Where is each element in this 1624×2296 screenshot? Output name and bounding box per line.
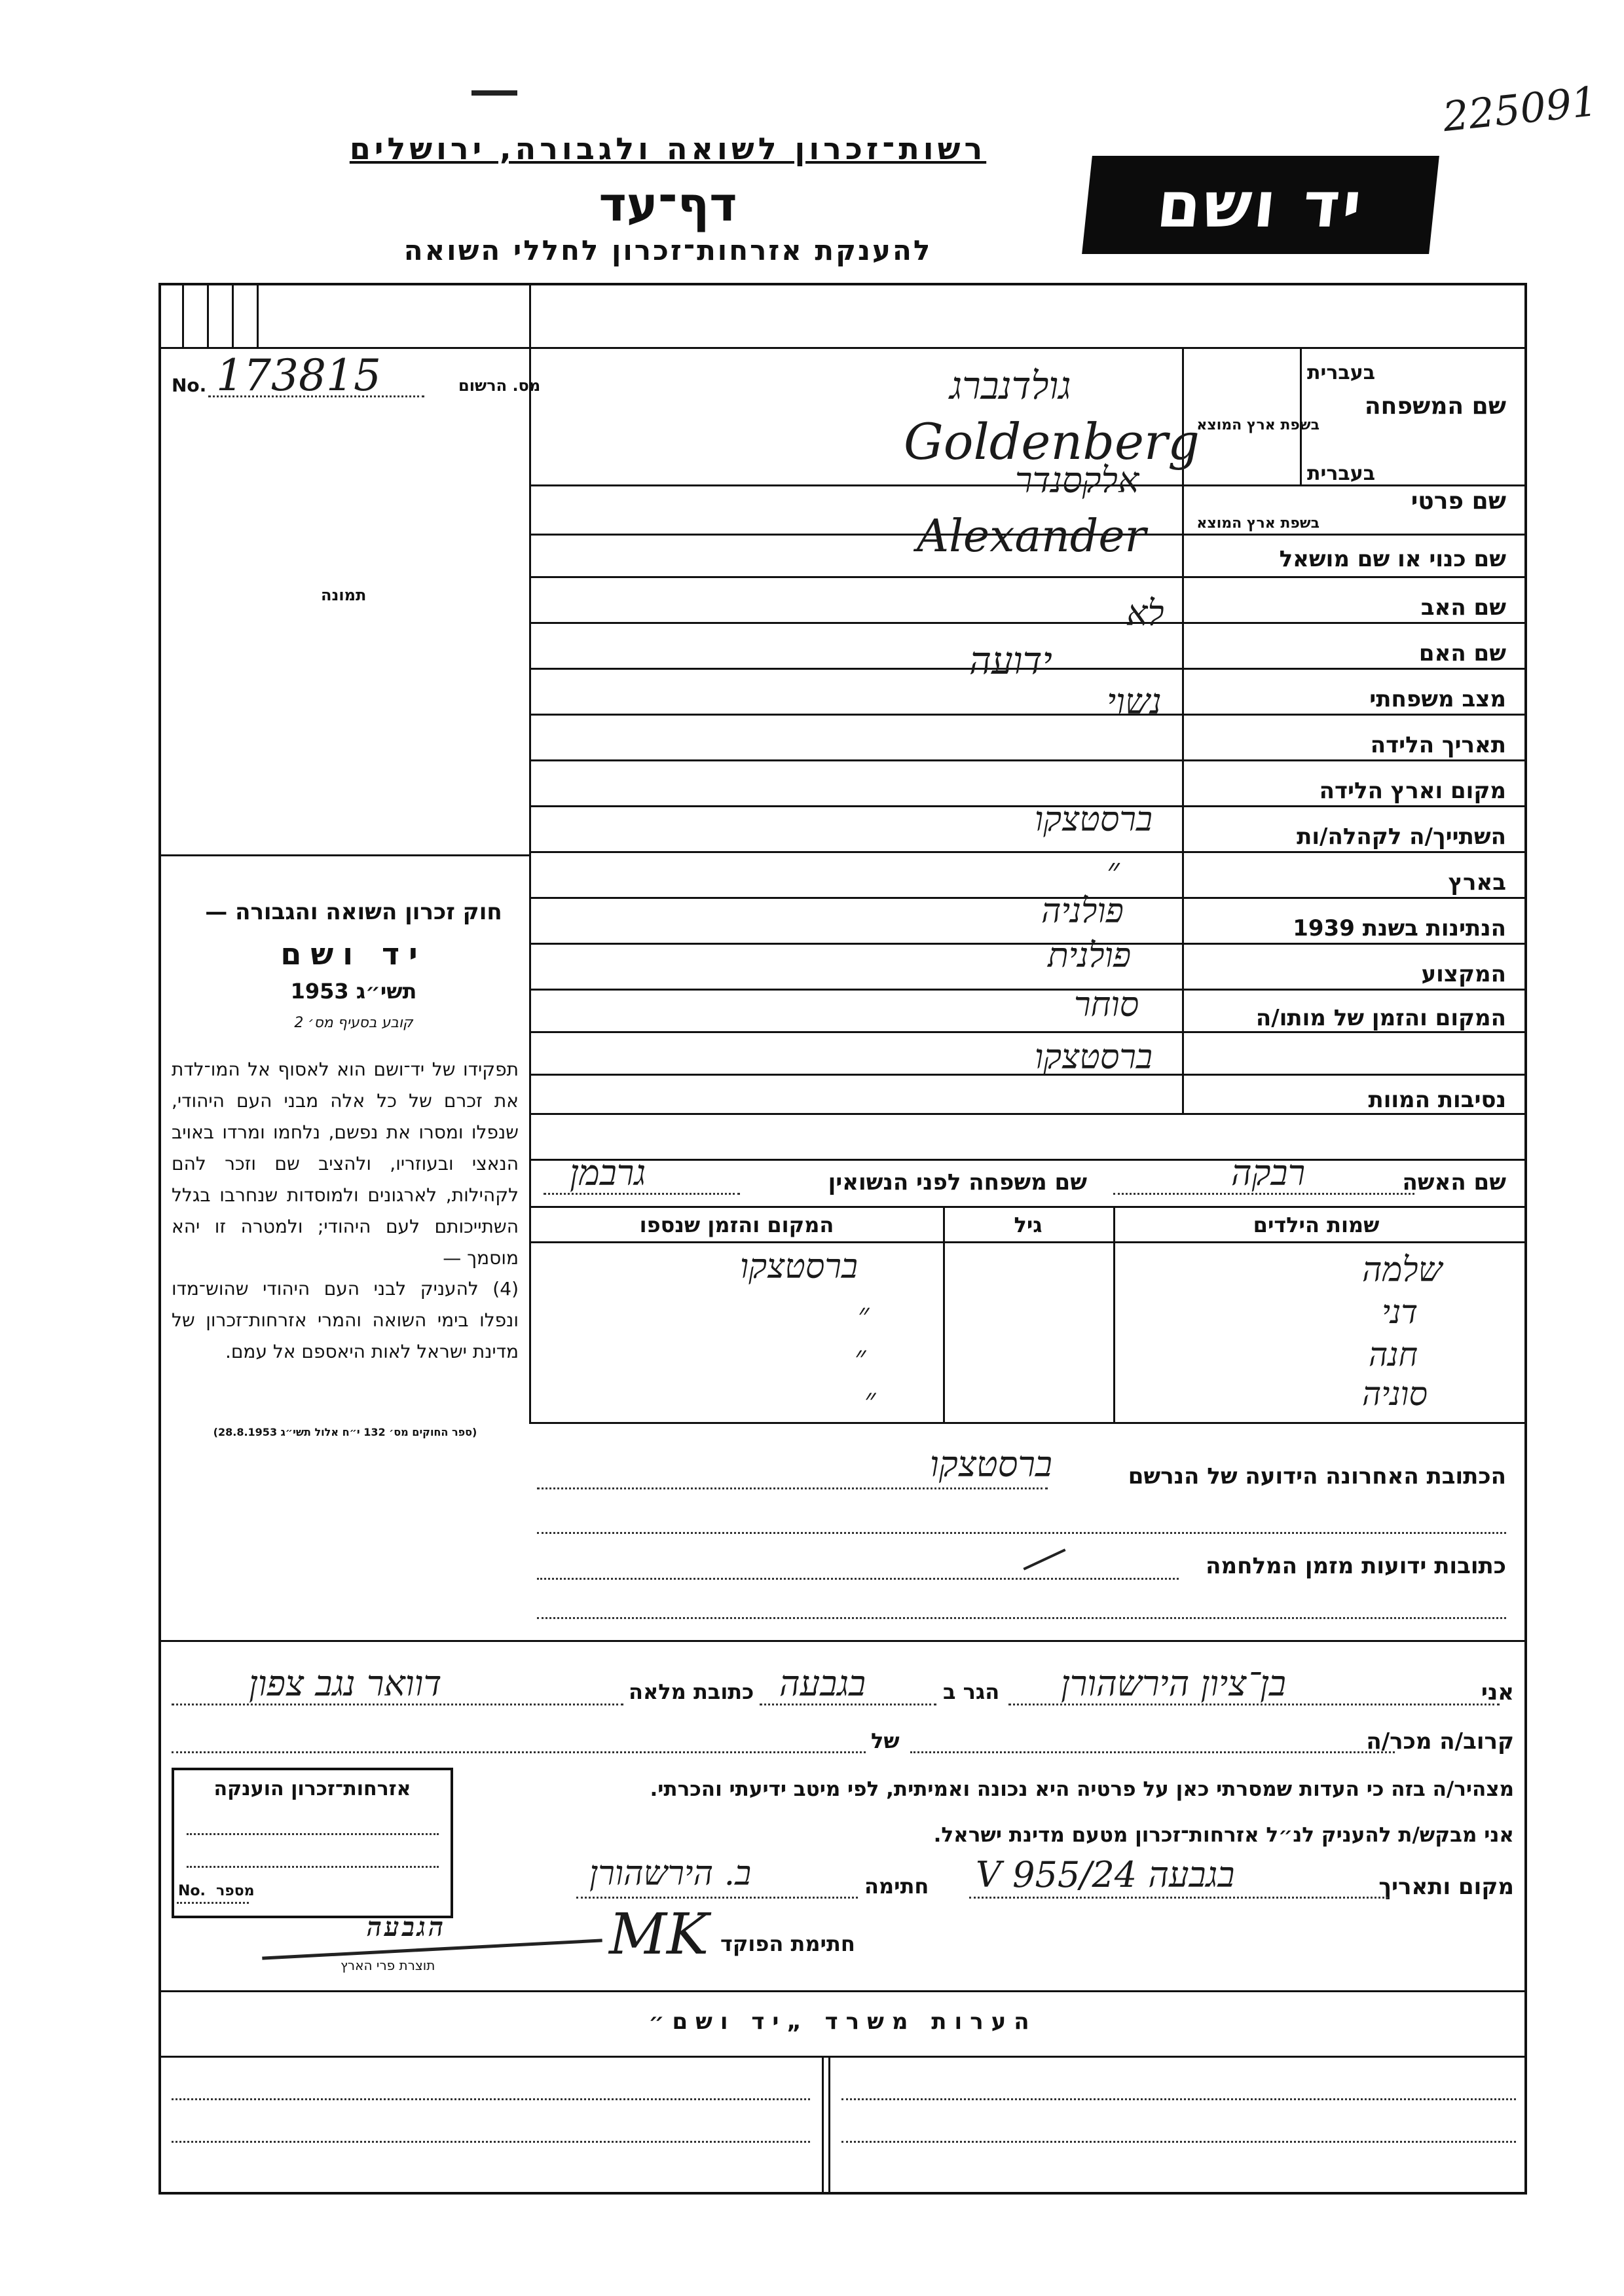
full-address-value: דוואר נגב צפון (249, 1663, 442, 1704)
wartime-address-label: כתובות ידועות מזמן המלחמה (1206, 1553, 1506, 1579)
children-place-header: המקום והזמן שנספו (639, 1212, 834, 1237)
residing-label: הגר ב (943, 1679, 1000, 1704)
death-cause-label: נסיבות המוות (1368, 1087, 1506, 1113)
law-paragraph-1: תפקידו של יד־ושם הוא לאסוף אל המו־לדת את זכרם של כל אלה מבני העם היהודי, שנפלו ומסרו את נפשם, נלחמו ומרדו באויב הנאצי ובעוזריו, ולהציב שם וזכר להם לקהילות, לארגונים ולמוסדות שנחרבו בגלל השתייכותם לעם היהודי; ולמטרה זו יהא מוסמך — (172, 1059, 519, 1269)
law-citation: (ספר החוקים מס׳ 132 י״ח אלול תשי״ג 28.8.1953) (213, 1426, 477, 1438)
profession-label: המקצוע (1421, 961, 1506, 987)
first-name-origin-sub: בשפת ארץ המוצא (1196, 515, 1320, 532)
authority-heading: רשות־זכרון לשואה ולגבורה, ירושלים (349, 131, 987, 166)
law-name: יד ושם (280, 936, 427, 972)
child-name: דני (1382, 1293, 1418, 1331)
last-address-value: ברסטצקו (930, 1444, 1052, 1485)
full-address-label: כתובת מלאה (629, 1679, 754, 1704)
first-name-label: שם פרטי (1411, 488, 1506, 515)
child-name: חנה (1369, 1336, 1418, 1374)
first-name-hebrew-value: אלקסנדר (1015, 460, 1139, 501)
marital-label: מצב משפחתי (1369, 686, 1506, 712)
law-year: תשי״ג 1953 (290, 979, 417, 1004)
law-heading: חוק זכרון השואה והגבורה — (205, 899, 502, 925)
marital-value: נשוי (1107, 681, 1162, 722)
declarant-name: בן־ציון הירשהורן (1061, 1663, 1286, 1704)
citizenship-value: פולנית (1048, 936, 1132, 975)
birthplace-value: ברסטצקו (1035, 800, 1153, 839)
stamp-text: הגבעה (367, 1912, 447, 1942)
death-place-value: ברסטצקו (1035, 1038, 1153, 1077)
family-name-hebrew-sub: בעברית (1307, 361, 1375, 384)
nickname-label: שם כנוי או שם מושאל (1279, 546, 1506, 572)
top-marks (471, 90, 517, 96)
declarant-signature: ב. הירשהורן (589, 1854, 752, 1893)
child-place: ״ (864, 1381, 876, 1417)
first-name-hebrew-sub: בעברית (1307, 462, 1375, 485)
country-label: בארץ (1448, 869, 1506, 896)
community-label: השתייך/ה לקהלה/ות (1297, 824, 1506, 850)
family-name-origin-value: Goldenberg (904, 412, 1200, 471)
grant-box-number-label: מספר (216, 1883, 255, 1899)
spouse-value: רבקה (1231, 1152, 1306, 1194)
form-subtitle: להענקת אזרחות־זכרון לחללי השואה (403, 234, 932, 266)
mother-label: שם האם (1418, 640, 1506, 666)
children-age-header: גיל (1014, 1212, 1043, 1237)
declaration-statement-2: אני מבקש/ת להעניק לנ״ל אזרחות־זכרון מטעם מדינת ישראל. (933, 1823, 1514, 1847)
father-label: שם האב (1420, 594, 1506, 621)
law-section: קובע בסעיף מס׳ 2 (294, 1015, 413, 1031)
profession-value: סוחר (1074, 985, 1139, 1025)
grant-box-no-label: No. (178, 1883, 206, 1899)
family-name-origin-sub: בשפת ארץ המוצא (1196, 417, 1320, 433)
child-place: ברסטצקו (740, 1247, 858, 1286)
first-name-origin-value: Alexander (917, 511, 1147, 562)
birthdate-label: תאריך הלידה (1370, 732, 1506, 758)
registration-number: 173815 (216, 350, 381, 401)
declaration-statement-1: מצהיר/ה בזה כי העדות שמסרתי כאן על פרטיה היא נכונה ואמיתית, לפי מיטב ידיעתי והכרתי. (650, 1777, 1514, 1801)
stamp-subtext: תוצרת פרי הארץ (341, 1958, 435, 1973)
mother-value: ידועה (969, 638, 1052, 683)
maiden-name-value: גרבמן (570, 1152, 646, 1194)
declarant-i-label: אני (1481, 1679, 1514, 1705)
father-value: לא (1126, 592, 1164, 634)
relation-of-label: של (871, 1728, 900, 1753)
citizenship-label: הנתינות בשנת 1939 (1293, 915, 1506, 941)
family-name-label: שם המשפחה (1364, 393, 1506, 420)
birthplace-label: מקום וארץ הלידה (1319, 778, 1506, 804)
maiden-name-label: שם משפחה לפני הנשואין (828, 1169, 1087, 1195)
relation-label: קרוב/ה מכר/ה (1366, 1728, 1514, 1755)
registration-label: מס. הרשום (458, 376, 541, 395)
law-paragraph-2: (4) להעניק לבני העם היהודי שהוש־מדו ונפלו בימי השואה והמרי אזרחות־זכרון של מדינת ישראל לאות היאספם אל עמם. (172, 1278, 519, 1362)
family-name-hebrew-value: גולדנברג (950, 363, 1071, 408)
registration-no-label: No. (172, 374, 207, 396)
child-name: סוניה (1362, 1375, 1428, 1413)
spouse-label: שם האשה (1402, 1169, 1506, 1195)
official-signature: MK (609, 1902, 709, 1967)
country-value: פולניה (1041, 892, 1124, 931)
child-name: שלמה (1362, 1250, 1443, 1290)
form-title: דף־עד (599, 177, 737, 232)
logo-text: יד ושם (1153, 168, 1368, 242)
last-address-label: הכתובת האחרונה הידועה של הנרשם (1128, 1463, 1506, 1489)
community-value: ״ (1107, 851, 1120, 890)
place-date-value: בגבעה 24/V 955 (976, 1854, 1235, 1895)
child-place: ״ (855, 1339, 866, 1374)
signature-label: חתימה (864, 1874, 929, 1899)
yad-vashem-logo (1082, 156, 1439, 254)
grant-box-title: אזרחות־זכרון הוענקה (213, 1777, 411, 1800)
death-place-label: המקום והזמן של מותו/ה (1255, 1005, 1506, 1031)
office-notes-title: הערות משרד „יד ושם״ (648, 2009, 1037, 2035)
children-names-header: שמות הילדים (1253, 1212, 1380, 1237)
residing-value: בגבעה (779, 1663, 866, 1704)
photo-label: תמונה (321, 586, 367, 604)
child-place: ״ (858, 1296, 870, 1332)
place-date-label: מקום ותאריך (1378, 1874, 1514, 1900)
official-signature-label: חתימת הפוקד (720, 1931, 855, 1956)
archive-number: 225091 (1441, 77, 1600, 141)
